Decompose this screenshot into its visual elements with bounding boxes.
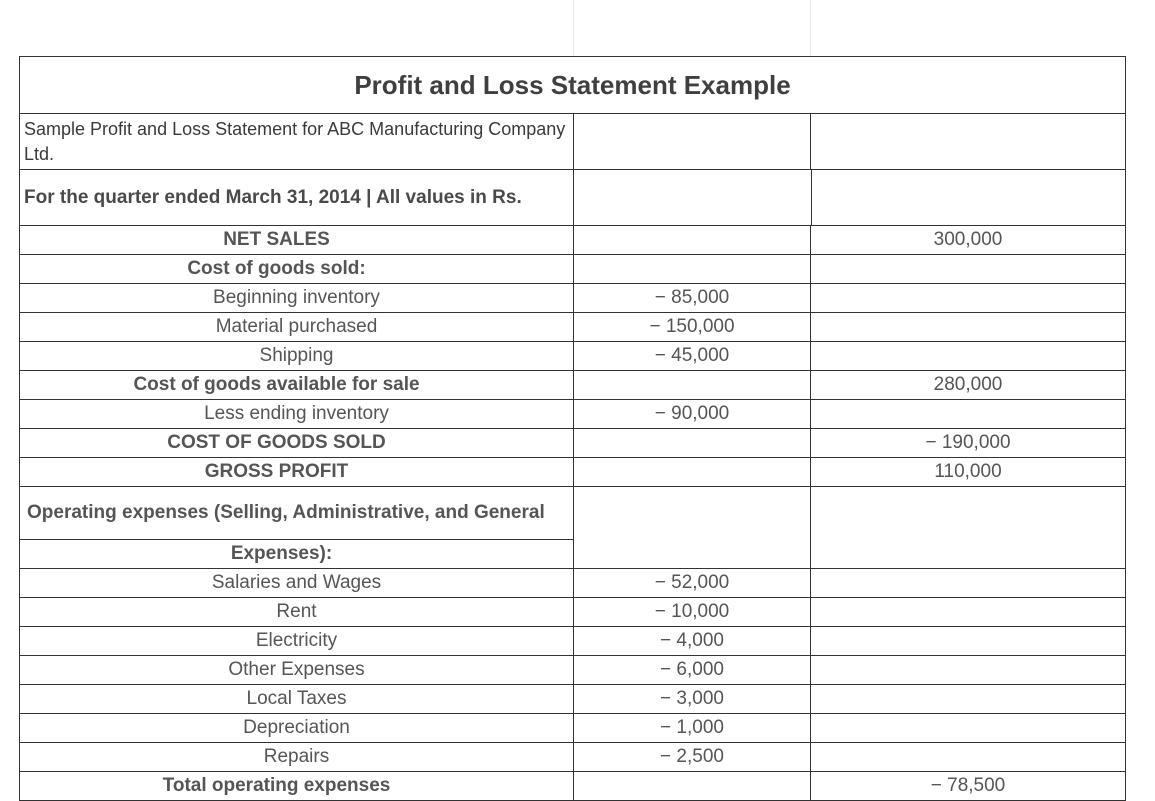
- row-label: GROSS PROFIT: [20, 458, 574, 486]
- row-amount: [574, 458, 811, 486]
- row-total: − 78,500: [930, 775, 1006, 796]
- empty-cell: [811, 170, 1125, 225]
- statement-title: Profit and Loss Statement Example: [19, 56, 1126, 114]
- empty-cell: [811, 114, 1125, 169]
- table-row: [19, 284, 1126, 313]
- row-label: Less ending inventory: [20, 400, 574, 428]
- intro-text: Sample Profit and Loss Statement for ABC Manufacturing Company Ltd.: [20, 114, 574, 169]
- row-label: NET SALES: [20, 226, 574, 254]
- operating-expenses-heading-cont: Expenses):: [230, 543, 333, 564]
- row-label: Material purchased: [20, 313, 574, 341]
- row-amount: [574, 226, 811, 254]
- operating-expenses-heading-row: [19, 487, 1126, 569]
- row-label: Shipping: [20, 342, 574, 370]
- table-row: [19, 598, 1126, 627]
- row-label: Repairs: [20, 743, 574, 771]
- row-total: − 190,000: [925, 432, 1011, 453]
- row-total: 110,000: [934, 461, 1002, 482]
- row-amount: − 45,000: [574, 342, 811, 370]
- row-label: Local Taxes: [20, 685, 574, 713]
- table-row: [19, 400, 1126, 429]
- row-total: [811, 569, 1125, 597]
- row-label: Electricity: [20, 627, 574, 655]
- row-total: [811, 400, 1125, 428]
- row-total: [811, 743, 1125, 771]
- row-amount: [574, 772, 811, 800]
- table-row: [19, 226, 1126, 255]
- row-total: [811, 284, 1125, 312]
- empty-cell: [574, 487, 811, 568]
- row-amount: − 1,000: [574, 714, 811, 742]
- row-amount: − 52,000: [574, 569, 811, 597]
- table-row: [19, 627, 1126, 656]
- row-total: 280,000: [933, 374, 1003, 395]
- row-amount: − 3,000: [574, 685, 811, 713]
- table-row: [19, 342, 1126, 371]
- table-row: [19, 569, 1126, 598]
- table-row: [19, 313, 1126, 342]
- row-label: Salaries and Wages: [20, 569, 574, 597]
- row-total: [811, 342, 1125, 370]
- row-amount: [574, 429, 811, 457]
- empty-cell: [574, 170, 811, 225]
- row-amount: − 4,000: [574, 627, 811, 655]
- table-row: [19, 656, 1126, 685]
- row-amount: − 2,500: [574, 743, 811, 771]
- row-amount: [574, 371, 811, 399]
- row-amount: − 90,000: [574, 400, 811, 428]
- period-text: For the quarter ended March 31, 2014 | All values in Rs.: [20, 170, 574, 225]
- table-row: [19, 772, 1126, 801]
- row-label: Total operating expenses: [20, 772, 574, 800]
- row-label: Beginning inventory: [20, 284, 574, 312]
- row-amount: − 6,000: [574, 656, 811, 684]
- column-guide-line: [573, 0, 574, 56]
- row-amount: − 10,000: [574, 598, 811, 626]
- row-amount: − 150,000: [574, 313, 811, 341]
- table-row: [19, 458, 1126, 487]
- row-total: [811, 598, 1125, 626]
- table-row: [19, 255, 1126, 284]
- table-row: [19, 714, 1126, 743]
- table-row: [19, 371, 1126, 400]
- operating-expenses-heading: Operating expenses (Selling, Administrative, and General: [20, 487, 573, 540]
- row-label: Depreciation: [20, 714, 574, 742]
- profit-loss-table: [19, 56, 1126, 801]
- row-label: Other Expenses: [20, 656, 574, 684]
- row-total: [811, 656, 1125, 684]
- row-total: [811, 627, 1125, 655]
- table-row: [19, 429, 1126, 458]
- row-total: [811, 714, 1125, 742]
- period-row: [19, 170, 1126, 226]
- row-amount: [574, 255, 811, 283]
- column-guide-line: [810, 0, 811, 56]
- row-label: Cost of goods available for sale: [20, 371, 574, 399]
- table-row: [19, 743, 1126, 772]
- intro-row: [19, 114, 1126, 170]
- empty-cell: [811, 487, 1125, 568]
- row-total: [811, 313, 1125, 341]
- row-label: COST OF GOODS SOLD: [20, 429, 574, 457]
- table-row: [19, 685, 1126, 714]
- row-label: Rent: [20, 598, 574, 626]
- row-total: 300,000: [933, 229, 1003, 250]
- row-total: [811, 255, 1125, 283]
- row-amount: − 85,000: [574, 284, 811, 312]
- empty-cell: [574, 114, 811, 169]
- row-label: Cost of goods sold:: [20, 255, 574, 283]
- row-total: [811, 685, 1125, 713]
